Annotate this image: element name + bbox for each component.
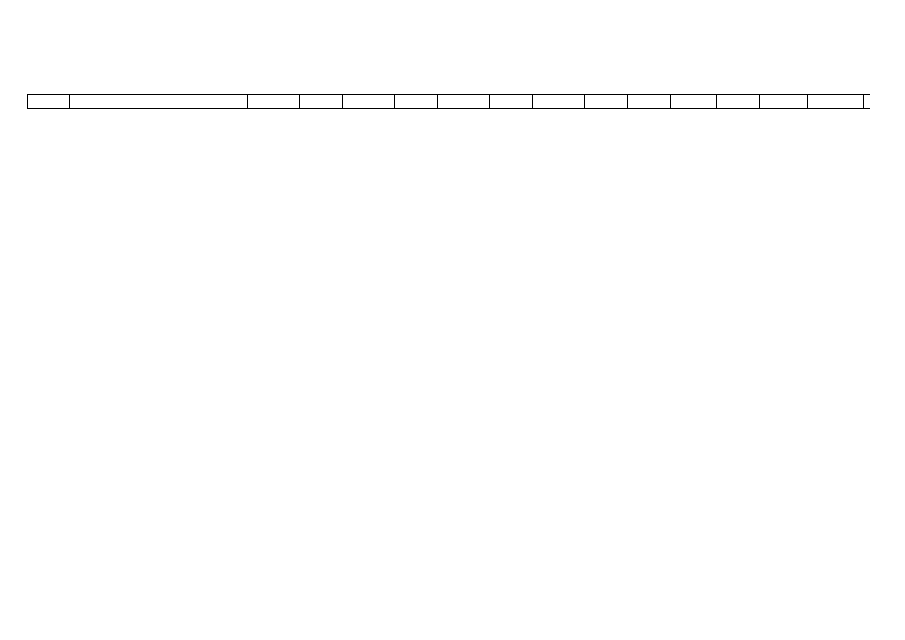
header-cell — [300, 95, 343, 108]
header-cell — [717, 95, 760, 108]
table-header — [27, 94, 870, 109]
header-cell — [28, 95, 70, 108]
header-cell — [808, 95, 864, 108]
header-cell — [343, 95, 395, 108]
header-cell — [628, 95, 671, 108]
header-cell — [671, 95, 717, 108]
header-cell — [395, 95, 438, 108]
header-cell — [438, 95, 490, 108]
header-cell — [248, 95, 300, 108]
header-cell — [70, 95, 248, 108]
header-cell — [585, 95, 628, 108]
header-cell — [760, 95, 808, 108]
header-cell — [490, 95, 533, 108]
header-cell — [533, 95, 585, 108]
